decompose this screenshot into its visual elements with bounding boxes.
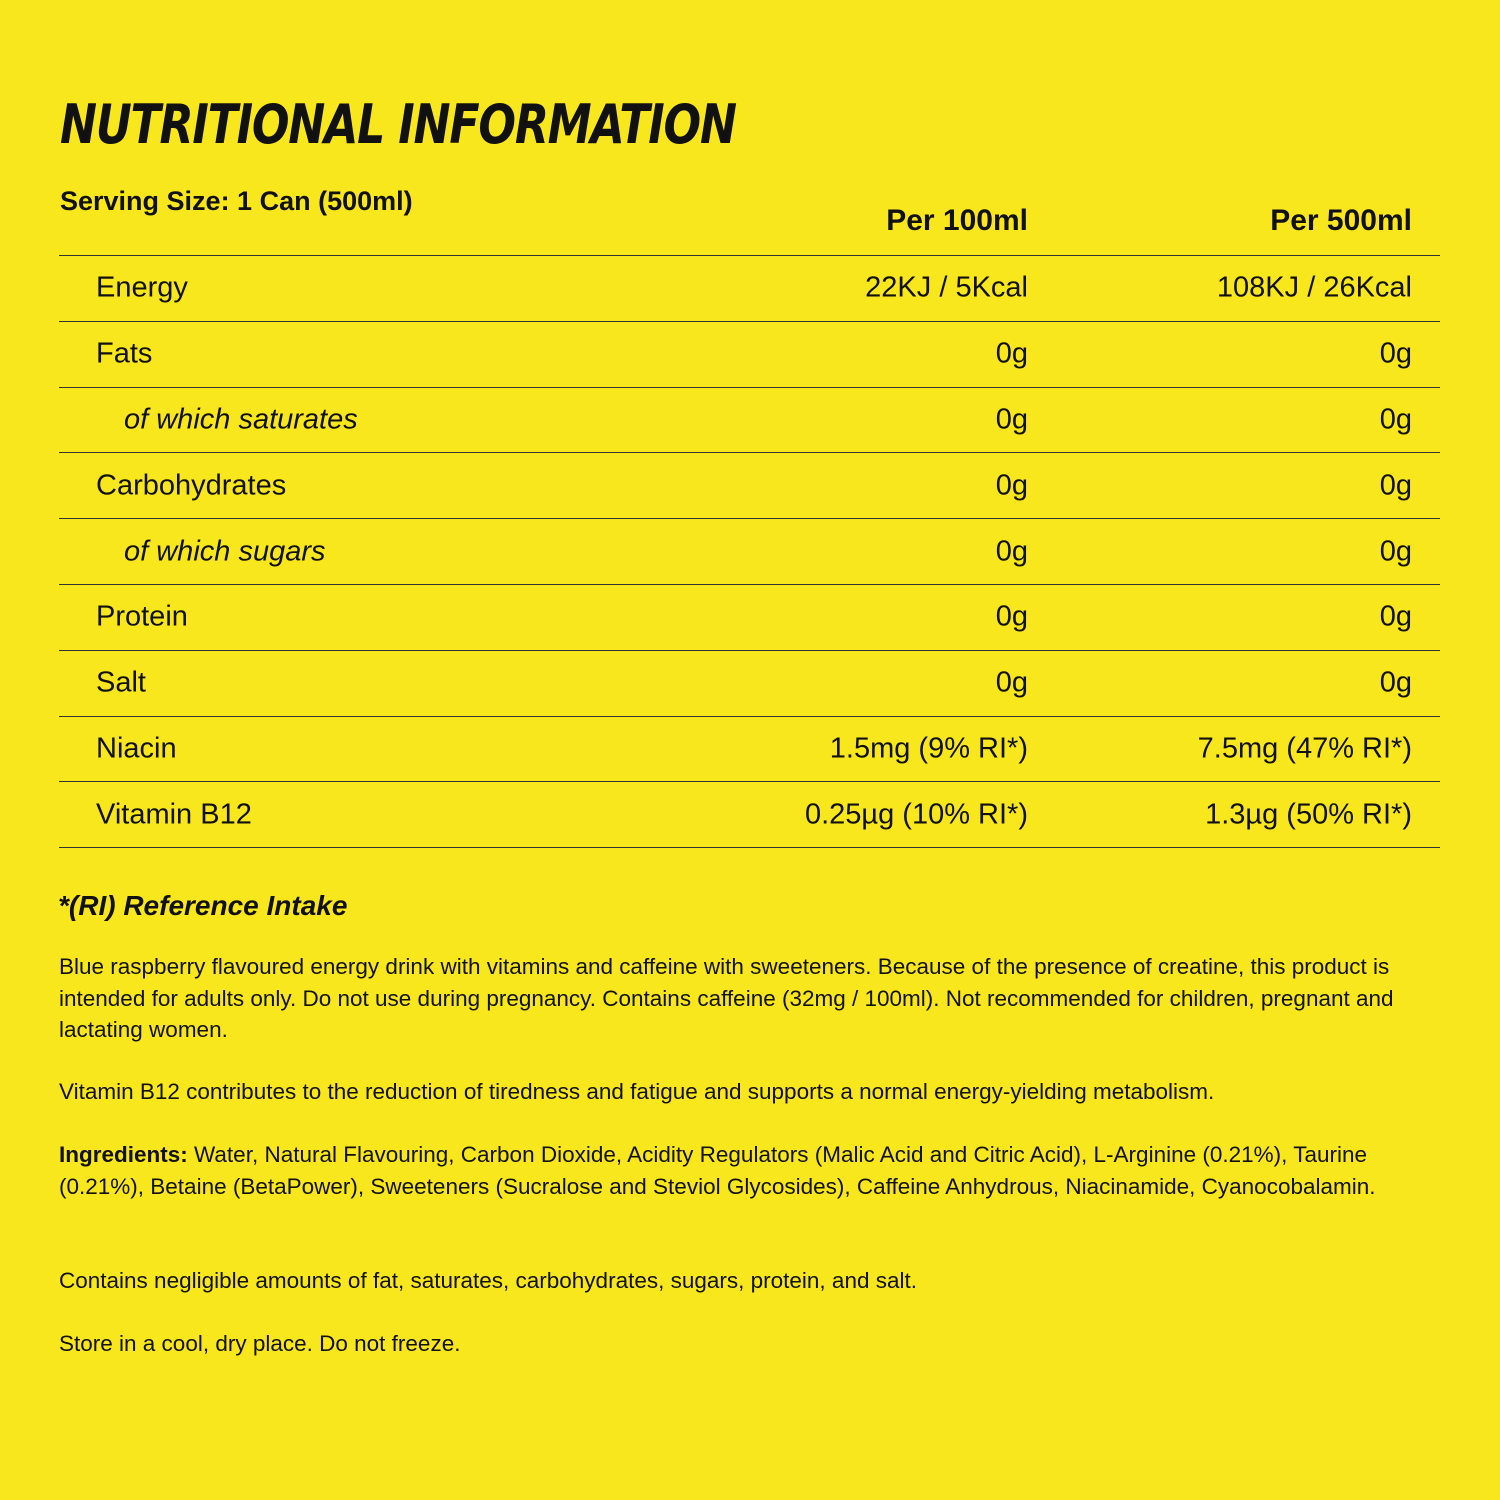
value-per-500ml: 108KJ / 26Kcal	[1216, 271, 1412, 304]
value-per-500ml: 0g	[1379, 600, 1412, 633]
value-per-500ml: 0g	[1379, 337, 1412, 370]
value-per-100ml: 22KJ / 5Kcal	[865, 271, 1028, 304]
value-per-500ml: 1.3µg (50% RI*)	[1205, 798, 1412, 831]
table-row-vitamin-b12	[59, 782, 1440, 848]
row-label: Carbohydrates	[96, 469, 287, 502]
row-label: Salt	[96, 666, 146, 699]
value-per-100ml: 0g	[995, 600, 1028, 633]
row-label: Fats	[96, 337, 153, 370]
table-row-niacin	[59, 717, 1440, 783]
vitamin-b12-claim: Vitamin B12 contributes to the reduction of tiredness and fatigue and supports a normal energy-yielding metabolism.	[59, 1079, 1215, 1104]
column-header-per-500ml: Per 500ml	[1270, 204, 1412, 237]
row-label: of which saturates	[124, 403, 358, 436]
negligible-amounts-note: Contains negligible amounts of fat, saturates, carbohydrates, sugars, protein, and salt.	[59, 1268, 917, 1293]
table-row-sugars	[59, 519, 1440, 585]
table-row-salt	[59, 651, 1440, 717]
serving-size: Serving Size: 1 Can (500ml)	[60, 186, 413, 216]
value-per-100ml: 0g	[995, 469, 1028, 502]
value-per-500ml: 0g	[1379, 666, 1412, 699]
row-label: Energy	[96, 271, 188, 304]
value-per-500ml: 0g	[1379, 469, 1412, 502]
ingredients-label: Ingredients:	[59, 1142, 188, 1167]
value-per-500ml: 7.5mg (47% RI*)	[1197, 732, 1412, 765]
value-per-500ml: 0g	[1379, 535, 1412, 568]
value-per-100ml: 0g	[995, 403, 1028, 436]
row-label: Vitamin B12	[96, 798, 252, 831]
product-description: Blue raspberry flavoured energy drink with vitamins and caffeine with sweeteners. Because of the presence of creatine, this product is intended for adults only. Do not use during pregnancy. Contains caffeine (32mg / 100ml). Not recommended for children, pregnant and lactating women.	[59, 954, 1394, 1042]
row-label: Niacin	[96, 732, 177, 765]
table-row-saturates	[59, 388, 1440, 454]
row-label: Protein	[96, 600, 188, 633]
ingredients-paragraph	[59, 1139, 1439, 1202]
reference-intake-note: *(RI) Reference Intake	[58, 890, 348, 921]
value-per-100ml: 0g	[995, 666, 1028, 699]
table-row-fats	[59, 322, 1440, 388]
value-per-100ml: 1.5mg (9% RI*)	[829, 732, 1028, 765]
table-row-carbohydrates	[59, 453, 1440, 519]
value-per-100ml: 0g	[995, 535, 1028, 568]
ingredients-list: Water, Natural Flavouring, Carbon Dioxide, Acidity Regulators (Malic Acid and Citric Acid), L-Arginine (0.21%), Taurine (0.21%), Betaine (BetaPower), Sweeteners (Sucralose and Steviol Glycosides), Caffeine Anhydrous, Niacinamide, Cyanocobalamin.	[59, 1142, 1376, 1199]
value-per-100ml: 0g	[995, 337, 1028, 370]
storage-instructions: Store in a cool, dry place. Do not freeze.	[59, 1331, 461, 1356]
column-header-per-100ml: Per 100ml	[886, 204, 1028, 237]
value-per-100ml: 0.25µg (10% RI*)	[804, 798, 1028, 831]
nutrition-table	[59, 255, 1440, 848]
row-label: of which sugars	[124, 535, 326, 568]
page-title: NUTRITIONAL INFORMATION	[60, 93, 736, 156]
value-per-500ml: 0g	[1379, 403, 1412, 436]
table-row-protein	[59, 585, 1440, 651]
table-row-energy	[59, 256, 1440, 322]
